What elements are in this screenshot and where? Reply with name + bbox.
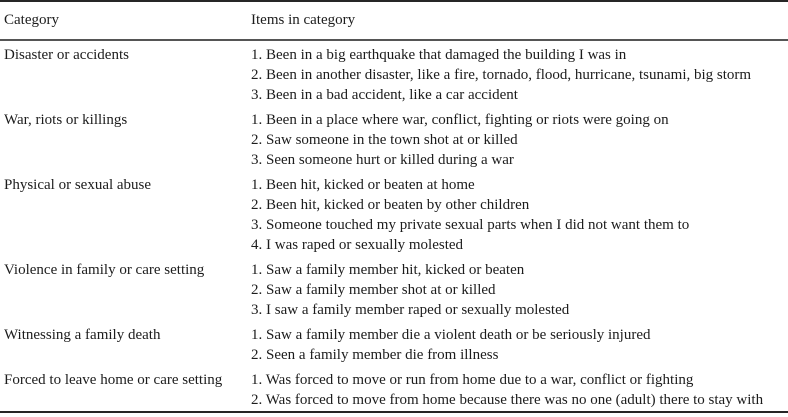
- item-line: 3. I saw a family member raped or sexually molested: [251, 302, 570, 318]
- item-line: 4. I was raped or sexually molested: [251, 237, 464, 253]
- category-cell: [0, 40, 251, 106]
- items-cell: [251, 171, 788, 256]
- item-line: 1. Saw a family member hit, kicked or beaten: [251, 262, 525, 278]
- table-row: [0, 171, 788, 256]
- category-label: Physical or sexual abuse: [4, 177, 152, 193]
- item-line: 3. Someone touched my private sexual parts when I did not want them to: [251, 217, 690, 233]
- item-line: 1. Been hit, kicked or beaten at home: [251, 177, 475, 193]
- table-body: [0, 40, 788, 412]
- item-line: 2. Was forced to move from home because there was no one (adult) there to stay with: [251, 392, 764, 408]
- category-label: Disaster or accidents: [4, 47, 129, 63]
- column-header-category: Category: [0, 1, 251, 40]
- category-label: Violence in family or care setting: [4, 262, 205, 278]
- items-cell: [251, 106, 788, 171]
- table-row: [0, 321, 788, 366]
- item-line: 1. Been in a big earthquake that damaged the building I was in: [251, 47, 627, 63]
- item-line: 2. Been in another disaster, like a fire, tornado, flood, hurricane, tsunami, big storm: [251, 67, 752, 83]
- item-line: 2. Saw a family member shot at or killed: [251, 282, 496, 298]
- table-row: [0, 256, 788, 321]
- item-line: 1. Saw a family member die a violent death or be seriously injured: [251, 327, 651, 343]
- header-row: [0, 1, 788, 40]
- category-label: Forced to leave home or care setting: [4, 372, 223, 388]
- items-cell: [251, 256, 788, 321]
- category-cell: [0, 321, 251, 366]
- item-line: 1. Been in a place where war, conflict, fighting or riots were going on: [251, 112, 669, 128]
- items-cell: [251, 366, 788, 412]
- item-line: 2. Saw someone in the town shot at or killed: [251, 132, 518, 148]
- category-cell: [0, 366, 251, 412]
- table-row: [0, 40, 788, 106]
- table-header: [0, 1, 788, 40]
- item-line: 3. Seen someone hurt or killed during a war: [251, 152, 514, 168]
- item-line: 3. Been in a bad accident, like a car accident: [251, 87, 518, 103]
- items-cell: [251, 321, 788, 366]
- category-cell: [0, 106, 251, 171]
- item-line: 2. Been hit, kicked or beaten by other children: [251, 197, 530, 213]
- category-label: War, riots or killings: [4, 112, 128, 128]
- category-cell: [0, 256, 251, 321]
- table-row: [0, 106, 788, 171]
- category-label: Witnessing a family death: [4, 327, 161, 343]
- items-cell: [251, 40, 788, 106]
- column-header-items: Items in category: [251, 1, 788, 40]
- table-row: [0, 366, 788, 412]
- category-cell: [0, 171, 251, 256]
- item-line: 2. Seen a family member die from illness: [251, 347, 499, 363]
- item-line: 1. Was forced to move or run from home due to a war, conflict or fighting: [251, 372, 694, 388]
